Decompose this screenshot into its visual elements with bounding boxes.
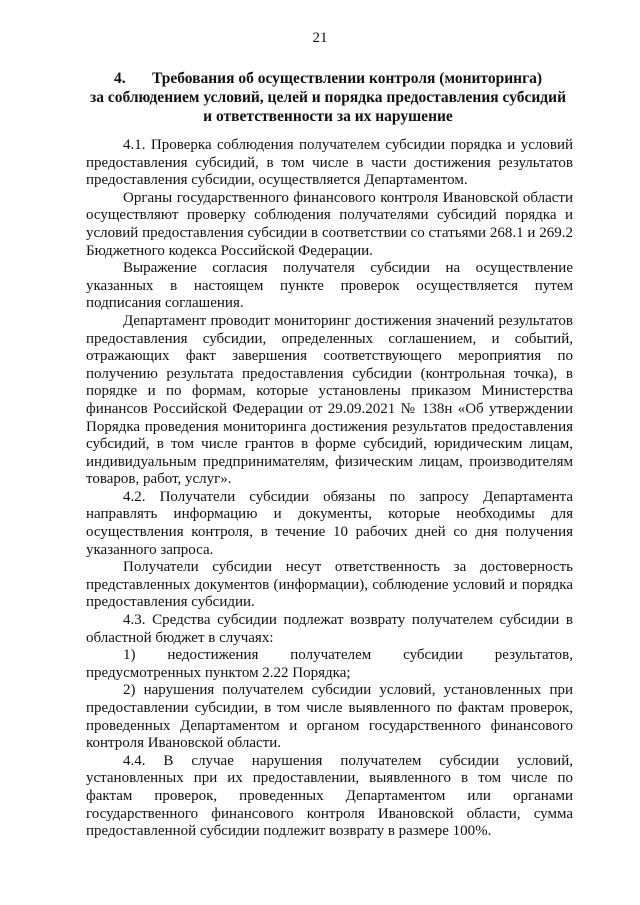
paragraph-4-2: 4.2. Получатели субсидии обязаны по запросу Департамента направлять информацию и документы, которые необходимы для осуществления контроля, в течение 10 рабочих дней со дня получения указанного запроса. bbox=[86, 488, 573, 558]
section-number: 4. bbox=[113, 70, 126, 87]
list-item-1: 1) недостижения получателем субсидии результатов, предусмотренных пунктом 2.22 Порядка; bbox=[86, 647, 573, 681]
paragraph-4-3: 4.3. Средства субсидии подлежат возврату получателем субсидии в областной бюджет в случаях: bbox=[86, 612, 573, 646]
section-heading-line-1 bbox=[80, 69, 576, 88]
paragraph-responsibility: Получатели субсидии несут ответственность за достоверность представленных документов (информации), соблюдение условий и порядка предоставления субсидии. bbox=[86, 559, 573, 611]
list-item-2: 2) нарушения получателем субсидии условий, установленных при предоставлении субсидии, в том числе выявленного по фактам проверок, проведенных Департаментом и органом государственного финансового контроля Ивановской области. bbox=[86, 682, 573, 752]
paragraph-4-4: 4.4. В случае нарушения получателем субсидии условий, установленных при их предоставлении, выявленного в том числе по фактам проверок, проведенных Департаментом или органами государственного финансового контроля Ивановской области, сумма предоставленной субсидии подлежит возврату в размере 100%. bbox=[86, 752, 573, 840]
section-heading bbox=[80, 69, 576, 126]
section-title-line-3: и ответственности за их нарушение bbox=[203, 108, 453, 125]
section-title-line-1: Требования об осуществлении контроля (мониторинга) bbox=[151, 70, 543, 87]
paragraph-4-1: 4.1. Проверка соблюдения получателем субсидии порядка и условий предоставления субсидий, в том числе в части достижения результатов предоставления субсидии, осуществляется Департаментом. bbox=[86, 137, 573, 189]
section-title-line-2: за соблюдением условий, целей и порядка предоставления субсидий bbox=[89, 89, 567, 106]
paragraph-monitoring: Департамент проводит мониторинг достижения значений результатов предоставления субсидии, определенных соглашением, и событий, отражающих факт завершения соответствующего мероприятия по получению результата предоставления субсидии (контрольная точка), в порядке и по формам, которые установлены приказом Министерства финансов Российской Федерации от 29.09.2021 № 138н «Об утверждении Порядка проведения мониторинга достижения результатов предоставления субсидий, в том числе грантов в форме субсидий, юридическим лицам, индивидуальным предпринимателям, физическим лицам, производителям товаров, работ, услуг». bbox=[86, 312, 573, 488]
paragraph-consent: Выражение согласия получателя субсидии на осуществление указанных в настоящем пункте проверок осуществляется путем подписания соглашения. bbox=[86, 260, 573, 312]
paragraph-financial-control: Органы государственного финансового контроля Ивановской области осуществляют проверку соблюдения получателями субсидий порядка и условий предоставления субсидии в соответствии со статьями 268.1 и 269.2 Бюджетного кодекса Российской Федерации. bbox=[86, 189, 573, 259]
document-body bbox=[86, 137, 573, 841]
page-number: 21 bbox=[312, 30, 328, 46]
